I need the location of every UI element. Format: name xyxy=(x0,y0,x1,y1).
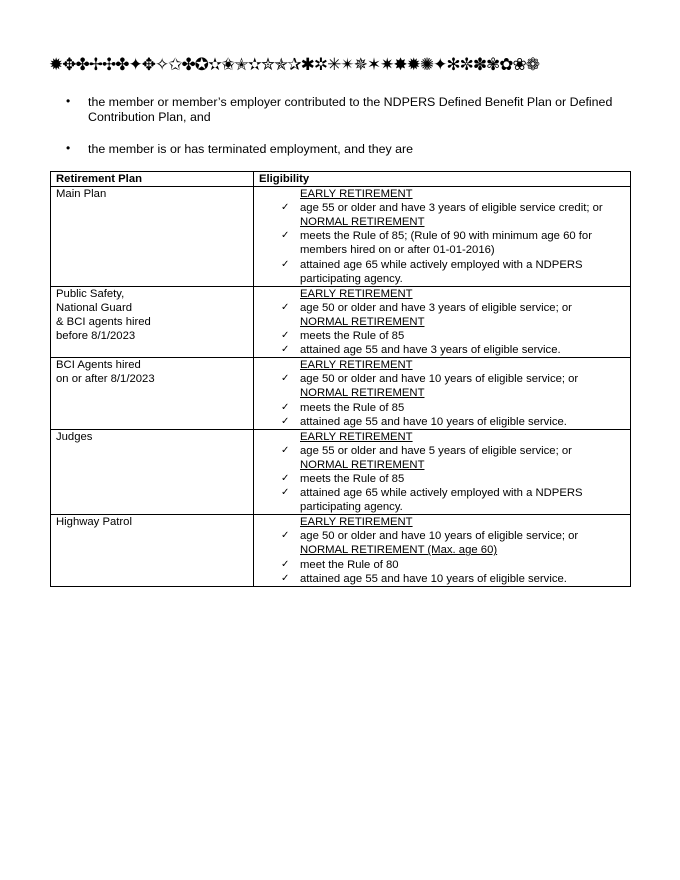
eligibility-criterion xyxy=(259,372,630,386)
table-row xyxy=(51,358,631,429)
eligibility-criterion xyxy=(259,201,630,215)
checkmark-icon: ✓ xyxy=(281,487,290,499)
retirement-plan-cell xyxy=(51,187,254,287)
eligibility-criterion xyxy=(259,572,630,586)
eligibility-cell xyxy=(254,286,631,357)
checkmark-icon: ✓ xyxy=(281,472,290,484)
early-retirement-label: EARLY RETIREMENT xyxy=(300,516,413,529)
table-row xyxy=(51,187,631,287)
table-row xyxy=(51,286,631,357)
bullet-icon: • xyxy=(66,141,71,155)
criterion-text: meets the Rule of 85 xyxy=(300,472,405,485)
criterion-text: age 50 or older and have 3 years of eligible service; or xyxy=(300,301,572,314)
checkmark-icon: ✓ xyxy=(281,344,290,356)
retirement-plan-cell xyxy=(51,358,254,429)
eligibility-cell xyxy=(254,187,631,287)
criterion-text: attained age 55 and have 10 years of eligible service. xyxy=(300,415,567,428)
criterion-text: attained age 55 and have 3 years of eligible service. xyxy=(300,344,561,357)
normal-retirement-label: NORMAL RETIREMENT (Max. age 60) xyxy=(300,544,498,557)
checkmark-icon: ✓ xyxy=(281,530,290,542)
early-retirement-label: EARLY RETIREMENT xyxy=(300,188,413,201)
checkmark-icon: ✓ xyxy=(281,301,290,313)
eligibility-criterion xyxy=(259,343,630,357)
eligibility-cell xyxy=(254,429,631,515)
eligibility-cell xyxy=(254,358,631,429)
criterion-text: meets the Rule of 85; (Rule of 90 with minimum age 60 for members hired on or after 01-01-2016) xyxy=(300,230,592,257)
eligibility-criterion xyxy=(259,229,630,257)
plan-name-line: National Guard xyxy=(56,301,132,314)
criteria-text: the member or member’s employer contributed to the NDPERS Defined Benefit Plan or Defined Contribution Plan, and xyxy=(88,95,613,124)
checkmark-icon: ✓ xyxy=(281,202,290,214)
checkmark-icon: ✓ xyxy=(281,401,290,413)
early-retirement-label: EARLY RETIREMENT xyxy=(300,430,413,443)
retirement-eligibility-table xyxy=(50,171,631,587)
normal-retirement-label: NORMAL RETIREMENT xyxy=(300,216,425,229)
early-retirement-label: EARLY RETIREMENT xyxy=(300,287,413,300)
eligibility-criterion xyxy=(259,486,630,514)
checkmark-icon: ✓ xyxy=(281,373,290,385)
checkmark-icon: ✓ xyxy=(281,572,290,584)
eligibility-criterion xyxy=(259,415,630,429)
retirement-plan-cell xyxy=(51,286,254,357)
criterion-text: attained age 65 while actively employed with a NDPERS participating agency. xyxy=(300,258,583,285)
eligibility-criterion xyxy=(259,258,630,286)
criterion-text: meets the Rule of 85 xyxy=(300,330,405,343)
retirement-plan-cell xyxy=(51,515,254,586)
eligibility-criterion xyxy=(259,301,630,315)
normal-retirement-label: NORMAL RETIREMENT xyxy=(300,315,425,328)
plan-name-line: before 8/1/2023 xyxy=(56,330,136,343)
column-header-retirement-plan: Retirement Plan xyxy=(51,172,254,187)
table-row xyxy=(51,429,631,515)
eligibility-criterion xyxy=(259,472,630,486)
checkmark-icon: ✓ xyxy=(281,230,290,242)
table-header-row xyxy=(51,172,631,187)
checkmark-icon: ✓ xyxy=(281,330,290,342)
checkmark-icon: ✓ xyxy=(281,415,290,427)
eligibility-criterion xyxy=(259,529,630,543)
criterion-text: attained age 65 while actively employed with a NDPERS participating agency. xyxy=(300,487,583,514)
criterion-text: age 50 or older and have 10 years of eligible service; or xyxy=(300,373,579,386)
retirement-plan-cell xyxy=(51,429,254,515)
normal-retirement-label: NORMAL RETIREMENT xyxy=(300,387,425,400)
criterion-text: meets the Rule of 85 xyxy=(300,401,405,414)
eligibility-criterion xyxy=(259,558,630,572)
table-row xyxy=(51,515,631,586)
plan-name-line: BCI Agents hired xyxy=(56,359,141,372)
bullet-icon: • xyxy=(66,94,71,108)
criterion-text: attained age 55 and have 10 years of eligible service. xyxy=(300,572,567,585)
criteria-text: the member is or has terminated employment, and they are xyxy=(88,142,414,156)
dingbat-heading: ✹✥✤✢✣✤✦✥✧✩✤✪✫✬✭✫✮✯✰✱✲✳✴✵✶✷✸✹✺✦✻✼✽✾✿❀❁ xyxy=(49,55,540,75)
eligibility-criterion xyxy=(259,444,630,458)
eligibility-cell xyxy=(254,515,631,586)
criterion-text: age 50 or older and have 10 years of eligible service; or xyxy=(300,530,579,543)
plan-name-line: on or after 8/1/2023 xyxy=(56,373,155,386)
plan-name-line: & BCI agents hired xyxy=(56,315,151,328)
early-retirement-label: EARLY RETIREMENT xyxy=(300,359,413,372)
column-header-eligibility: Eligibility xyxy=(254,172,631,187)
criterion-text: meet the Rule of 80 xyxy=(300,558,399,571)
eligibility-criterion xyxy=(259,401,630,415)
plan-name-line: Public Safety, xyxy=(56,287,125,300)
normal-retirement-label: NORMAL RETIREMENT xyxy=(300,458,425,471)
plan-name-line: Main Plan xyxy=(56,188,107,201)
checkmark-icon: ✓ xyxy=(281,258,290,270)
plan-name-line: Judges xyxy=(56,430,93,443)
criterion-text: age 55 or older and have 5 years of eligible service; or xyxy=(300,444,572,457)
plan-name-line: Highway Patrol xyxy=(56,516,132,529)
criterion-text: age 55 or older and have 3 years of eligible service credit; or xyxy=(300,202,603,215)
checkmark-icon: ✓ xyxy=(281,444,290,456)
eligibility-criterion xyxy=(259,329,630,343)
checkmark-icon: ✓ xyxy=(281,558,290,570)
